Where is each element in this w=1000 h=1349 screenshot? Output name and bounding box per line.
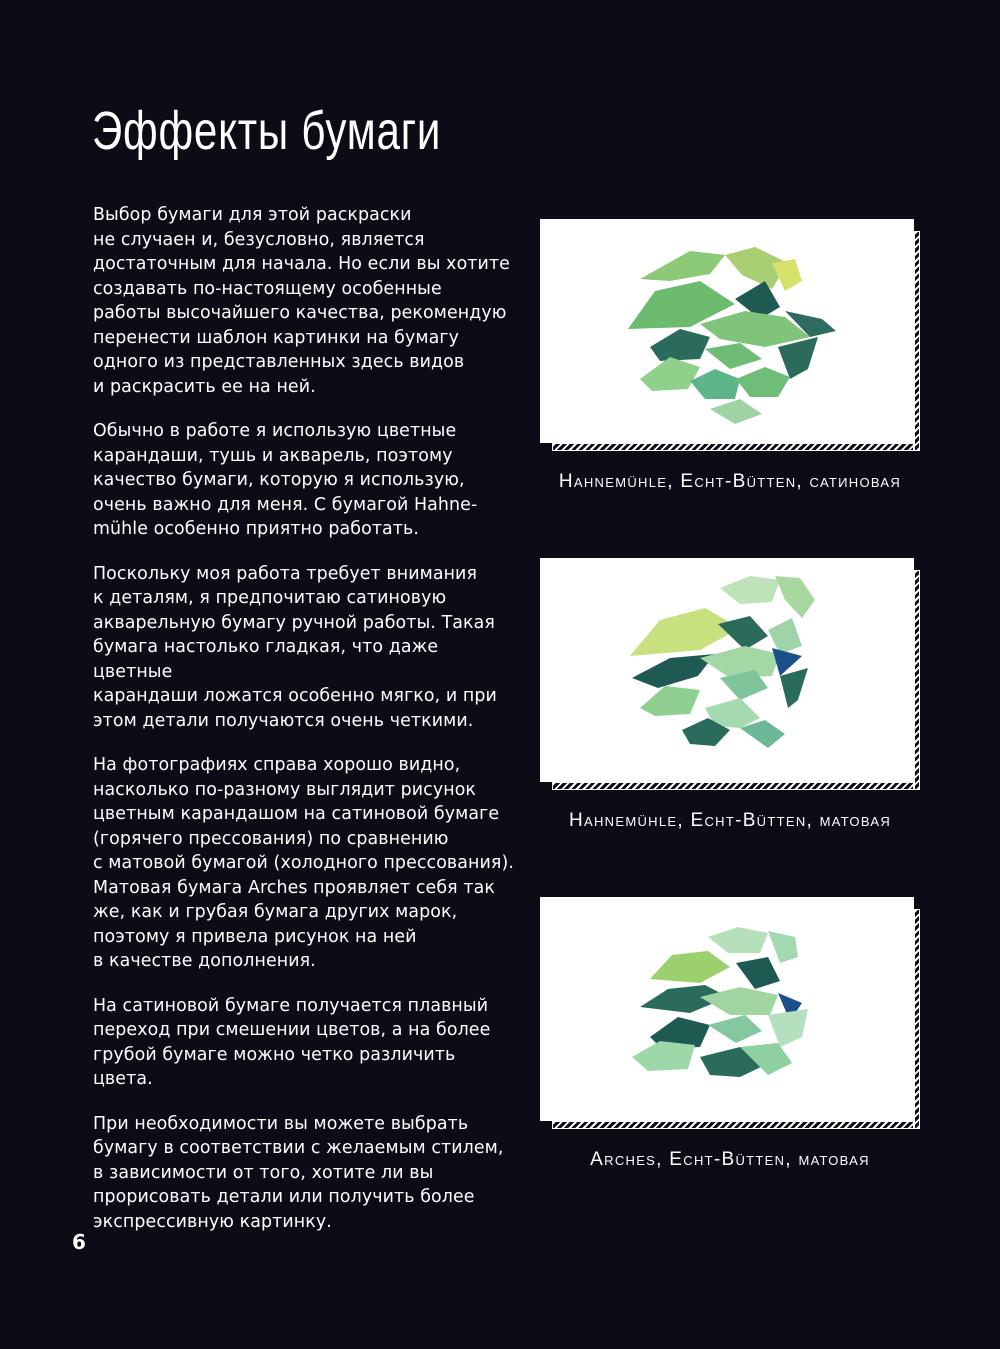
paper-shadow [552, 443, 914, 451]
paragraph: При необходимости вы можете выбрать бумагу в соответствии с желаемым стилем, в зависимости от того, хотите ли вы прорисовать детали или получить более экспрессивную картинку. [93, 1113, 504, 1232]
paper-shadow-side [914, 909, 920, 1129]
paragraph: На фотографиях справа хорошо видно, насколько по-разному выглядит рисунок цветным карандашом на сатиновой бумаге (горячего прессования) по сравнению с матовой бумагой (холодного прессования). Матовая бумага Arches проявляет себя так же, как и грубая бумага других марок, поэтому я привела рисунок на ней в качестве дополнения. [93, 755, 514, 971]
paper-sample-figure [540, 558, 920, 831]
paper-shadow-side [914, 570, 920, 790]
paper-shadow-side [914, 231, 920, 451]
body-text [93, 203, 523, 1254]
figure-caption: Arches, Echt-Bütten, матовая [590, 1149, 870, 1170]
paper-sample-figure [540, 897, 920, 1170]
paper-sample-figure [540, 219, 920, 492]
paragraph: На сатиновой бумаге получается плавный переход при смешении цветов, а на более грубой бумаге можно четко различить цвета. [93, 995, 491, 1089]
paragraph: Выбор бумаги для этой раскраски не случаен и, безусловно, является достаточным для начала. Но если вы хотите создавать по-настоящему особенные работы высочайшего качества, рекомендую перенести шаблон картинки на бумагу одного из представленных здесь видов и раскрасить ее на ней. [93, 205, 510, 397]
paper-shadow [552, 1121, 914, 1129]
paper-sample-photo [540, 897, 914, 1121]
leaves-illustration-icon [540, 219, 914, 443]
leaves-illustration-icon [540, 897, 914, 1121]
paper-sample-photo [540, 219, 914, 443]
leaves-illustration-icon [540, 558, 914, 782]
paragraph: Обычно в работе я использую цветные карандаши, тушь и акварель, поэтому качество бумаги, которую я использую, очень важно для меня. С бумагой Hahne- mühle особенно приятно работать. [93, 421, 478, 539]
page-title: Эффекты бумаги [92, 101, 442, 161]
paper-shadow [552, 782, 914, 790]
paper-sample-photo [540, 558, 914, 782]
paragraph: Поскольку моя работа требует внимания к деталям, я предпочитаю сатиновую акварельную бумагу ручной работы. Такая бумага настолько гладкая, что даже цветные карандаши ложатся особенно мягко, и при этом детали получаются очень четкими. [93, 563, 497, 731]
figure-caption: Hahnemühle, Echt-Bütten, сатиновая [558, 471, 902, 492]
page-number: 6 [72, 1230, 86, 1254]
figure-caption: Hahnemühle, Echt-Bütten, матовая [568, 810, 892, 831]
